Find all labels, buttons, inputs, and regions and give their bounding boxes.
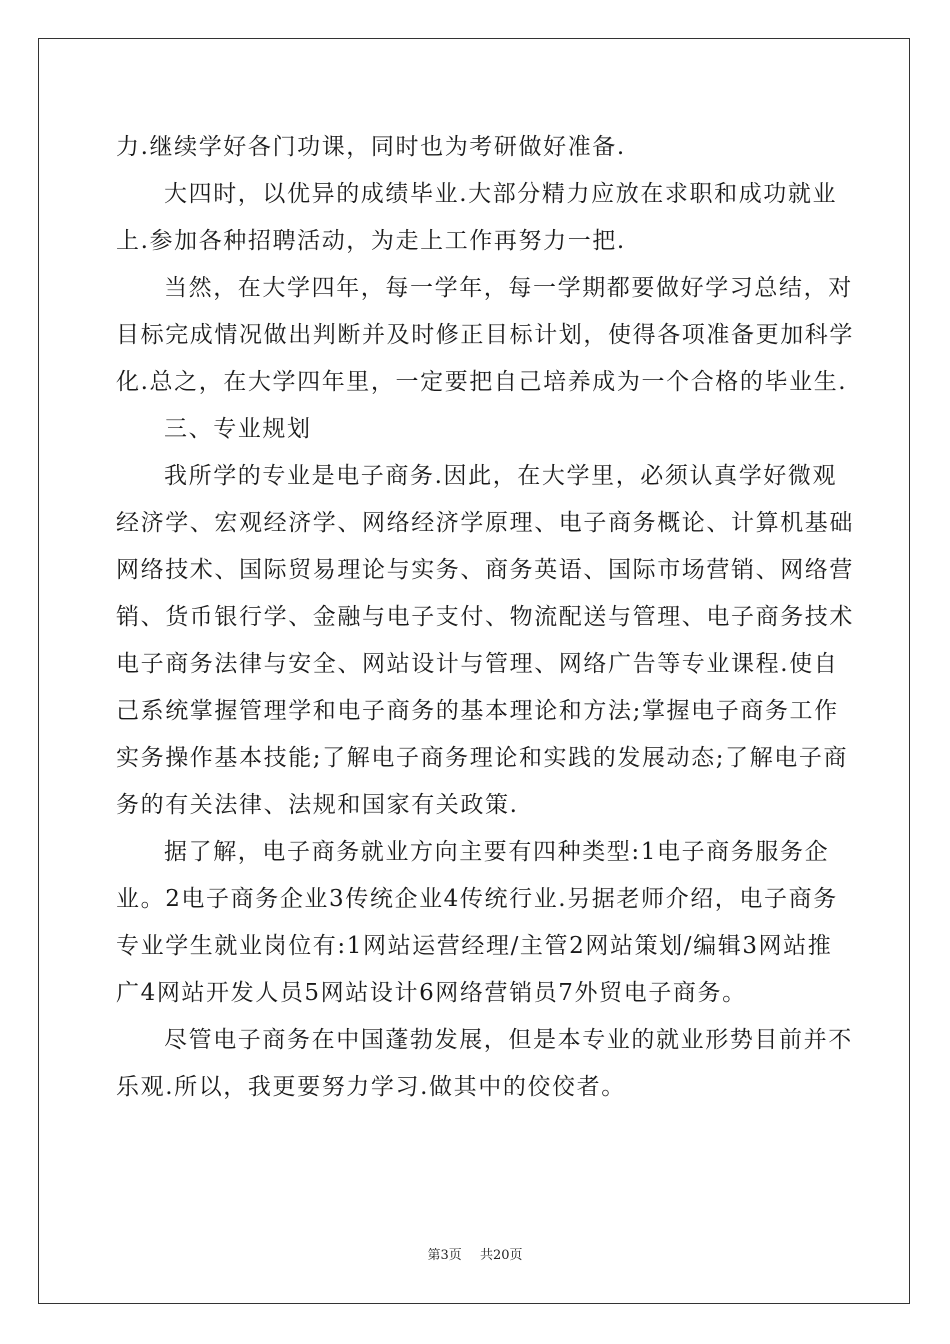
text-line: 专业学生就业岗位有:1网站运营经理/主管2网站策划/编辑3网站推 xyxy=(116,933,833,959)
text-line: 力.继续学好各门功课，同时也为考研做好准备. xyxy=(116,134,626,160)
text-line: 乐观.所以，我更要努力学习.做其中的佼佼者。 xyxy=(116,1074,626,1100)
text-line: 我所学的专业是电子商务.因此，在大学里，必须认真学好微观 xyxy=(164,463,838,489)
text-line: 电子商务法律与安全、网站设计与管理、网络广告等专业课程.使自 xyxy=(116,651,839,677)
current-page-number: 第3页 xyxy=(427,1248,462,1263)
text-line: 经济学、宏观经济学、网络经济学原理、电子商务概论、计算机基础 xyxy=(116,510,854,536)
text-line: 化.总之，在大学四年里，一定要把自己培养成为一个合格的毕业生. xyxy=(116,369,848,395)
total-page-count: 共20页 xyxy=(479,1248,523,1263)
text-line: 据了解，电子商务就业方向主要有四种类型:1电子商务服务企 xyxy=(164,839,830,865)
text-line: 网络技术、国际贸易理论与实务、商务英语、国际市场营销、网络营 xyxy=(116,557,854,583)
text-line: 业。2电子商务企业3传统企业4传统行业.另据老师介绍，电子商务 xyxy=(116,886,838,912)
text-line: 务的有关法律、法规和国家有关政策. xyxy=(116,792,519,818)
text-line: 销、货币银行学、金融与电子支付、物流配送与管理、电子商务技术 xyxy=(116,604,854,630)
section-heading: 三、专业规划 xyxy=(164,416,312,442)
page-footer xyxy=(0,1244,950,1263)
text-line: 实务操作基本技能;了解电子商务理论和实践的发展动态;了解电子商 xyxy=(116,745,849,771)
text-line: 尽管电子商务在中国蓬勃发展，但是本专业的就业形势目前并不 xyxy=(164,1027,853,1053)
text-line: 广4网站开发人员5网站设计6网络营销员7外贸电子商务。 xyxy=(116,980,747,1006)
text-line: 大四时，以优异的成绩毕业.大部分精力应放在求职和成功就业 xyxy=(164,181,838,207)
text-line: 当然，在大学四年，每一学年，每一学期都要做好学习总结，对 xyxy=(164,275,853,301)
text-line: 己系统掌握管理学和电子商务的基本理论和方法;掌握电子商务工作 xyxy=(116,698,839,724)
text-line: 目标完成情况做出判断并及时修正目标计划，使得各项准备更加科学 xyxy=(116,322,854,348)
text-line: 上.参加各种招聘活动，为走上工作再努力一把. xyxy=(116,228,626,254)
document-body xyxy=(116,124,854,1111)
